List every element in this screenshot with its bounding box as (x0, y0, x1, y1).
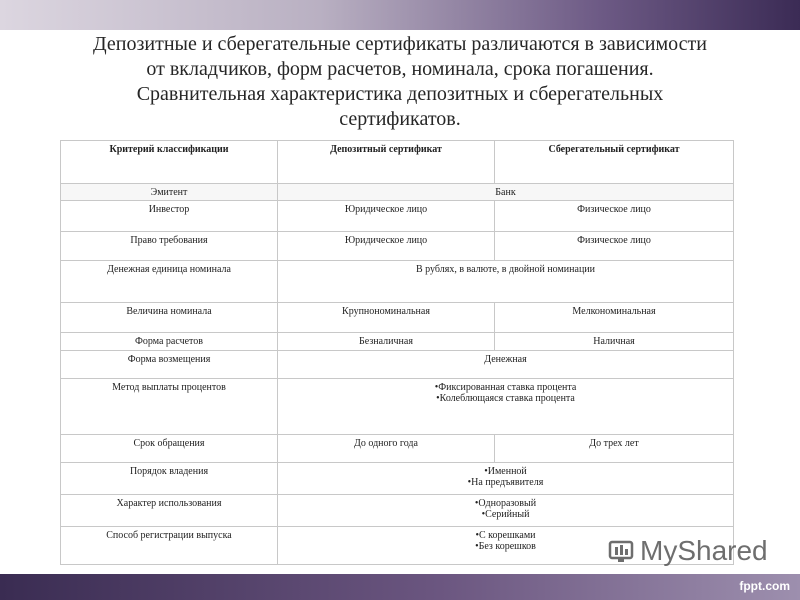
row-savings-value: Физическое лицо (495, 201, 734, 232)
list-item: • Именной (282, 466, 729, 477)
table-header-row (61, 141, 734, 184)
row-merged-list (278, 463, 734, 495)
row-deposit-value: Безналичная (278, 333, 495, 351)
row-criterion: Величина номинала (61, 303, 278, 333)
row-criterion: Форма расчетов (61, 333, 278, 351)
list-item: • На предъявителя (282, 477, 729, 488)
row-criterion: Право требования (61, 232, 278, 261)
table-row (61, 261, 734, 303)
row-merged-list (278, 379, 734, 435)
row-savings-value: Физическое лицо (495, 232, 734, 261)
footer-brand: fppt.com (739, 579, 790, 593)
watermark-text: MyShared (640, 535, 768, 566)
row-deposit-value: Юридическое лицо (278, 201, 495, 232)
row-criterion: Эмитент (61, 184, 278, 201)
title-line: сертификатов. (339, 108, 461, 130)
row-criterion: Способ регистрации выпуска (61, 527, 278, 565)
row-criterion: Инвестор (61, 201, 278, 232)
row-deposit-value: Юридическое лицо (278, 232, 495, 261)
table-row (61, 232, 734, 261)
myshared-watermark (608, 535, 768, 567)
row-savings-value: Наличная (495, 333, 734, 351)
table-row (61, 379, 734, 435)
list-item: • Серийный (282, 509, 729, 520)
row-merged-value: Банк (278, 184, 734, 201)
table-row (61, 495, 734, 527)
row-criterion: Форма возмещения (61, 351, 278, 379)
row-deposit-value: Крупнономинальная (278, 303, 495, 333)
row-merged-value: Денежная (278, 351, 734, 379)
comparison-table (60, 140, 734, 565)
row-criterion: Срок обращения (61, 435, 278, 463)
row-criterion: Характер использования (61, 495, 278, 527)
table-row (61, 184, 734, 201)
table-row (61, 303, 734, 333)
row-savings-value: До трех лет (495, 435, 734, 463)
title-line: Депозитные и сберегательные сертификаты различаются в зависимости (93, 33, 707, 55)
row-criterion: Порядок владения (61, 463, 278, 495)
row-criterion: Денежная единица номинала (61, 261, 278, 303)
table-row (61, 435, 734, 463)
myshared-logo-icon (608, 538, 634, 564)
table-row (61, 333, 734, 351)
table-row (61, 463, 734, 495)
header-criterion: Критерий классификации (61, 141, 278, 184)
table-row (61, 351, 734, 379)
list-item: • Колеблющаяся ставка процента (282, 393, 729, 404)
bottom-decor-band (0, 574, 800, 600)
list-item: • Фиксированная ставка процента (282, 382, 729, 393)
row-merged-list (278, 495, 734, 527)
row-savings-value: Мелкономинальная (495, 303, 734, 333)
header-savings: Сберегательный сертификат (495, 141, 734, 184)
row-deposit-value: До одного года (278, 435, 495, 463)
row-criterion: Метод выплаты процентов (61, 379, 278, 435)
title-line: Сравнительная характеристика депозитных и сберегательных (136, 83, 664, 105)
header-deposit: Депозитный сертификат (278, 141, 495, 184)
list-item: • Без корешков (282, 541, 729, 552)
title-line: от вкладчиков, форм расчетов, номинала, срока погашения. (146, 58, 654, 80)
list-item: • Одноразовый (282, 498, 729, 509)
slide-title (40, 32, 760, 132)
list-item: • С корешками (282, 530, 729, 541)
table-row (61, 201, 734, 232)
row-merged-value: В рублях, в валюте, в двойной номинации (278, 261, 734, 303)
top-decor-band (0, 0, 800, 30)
